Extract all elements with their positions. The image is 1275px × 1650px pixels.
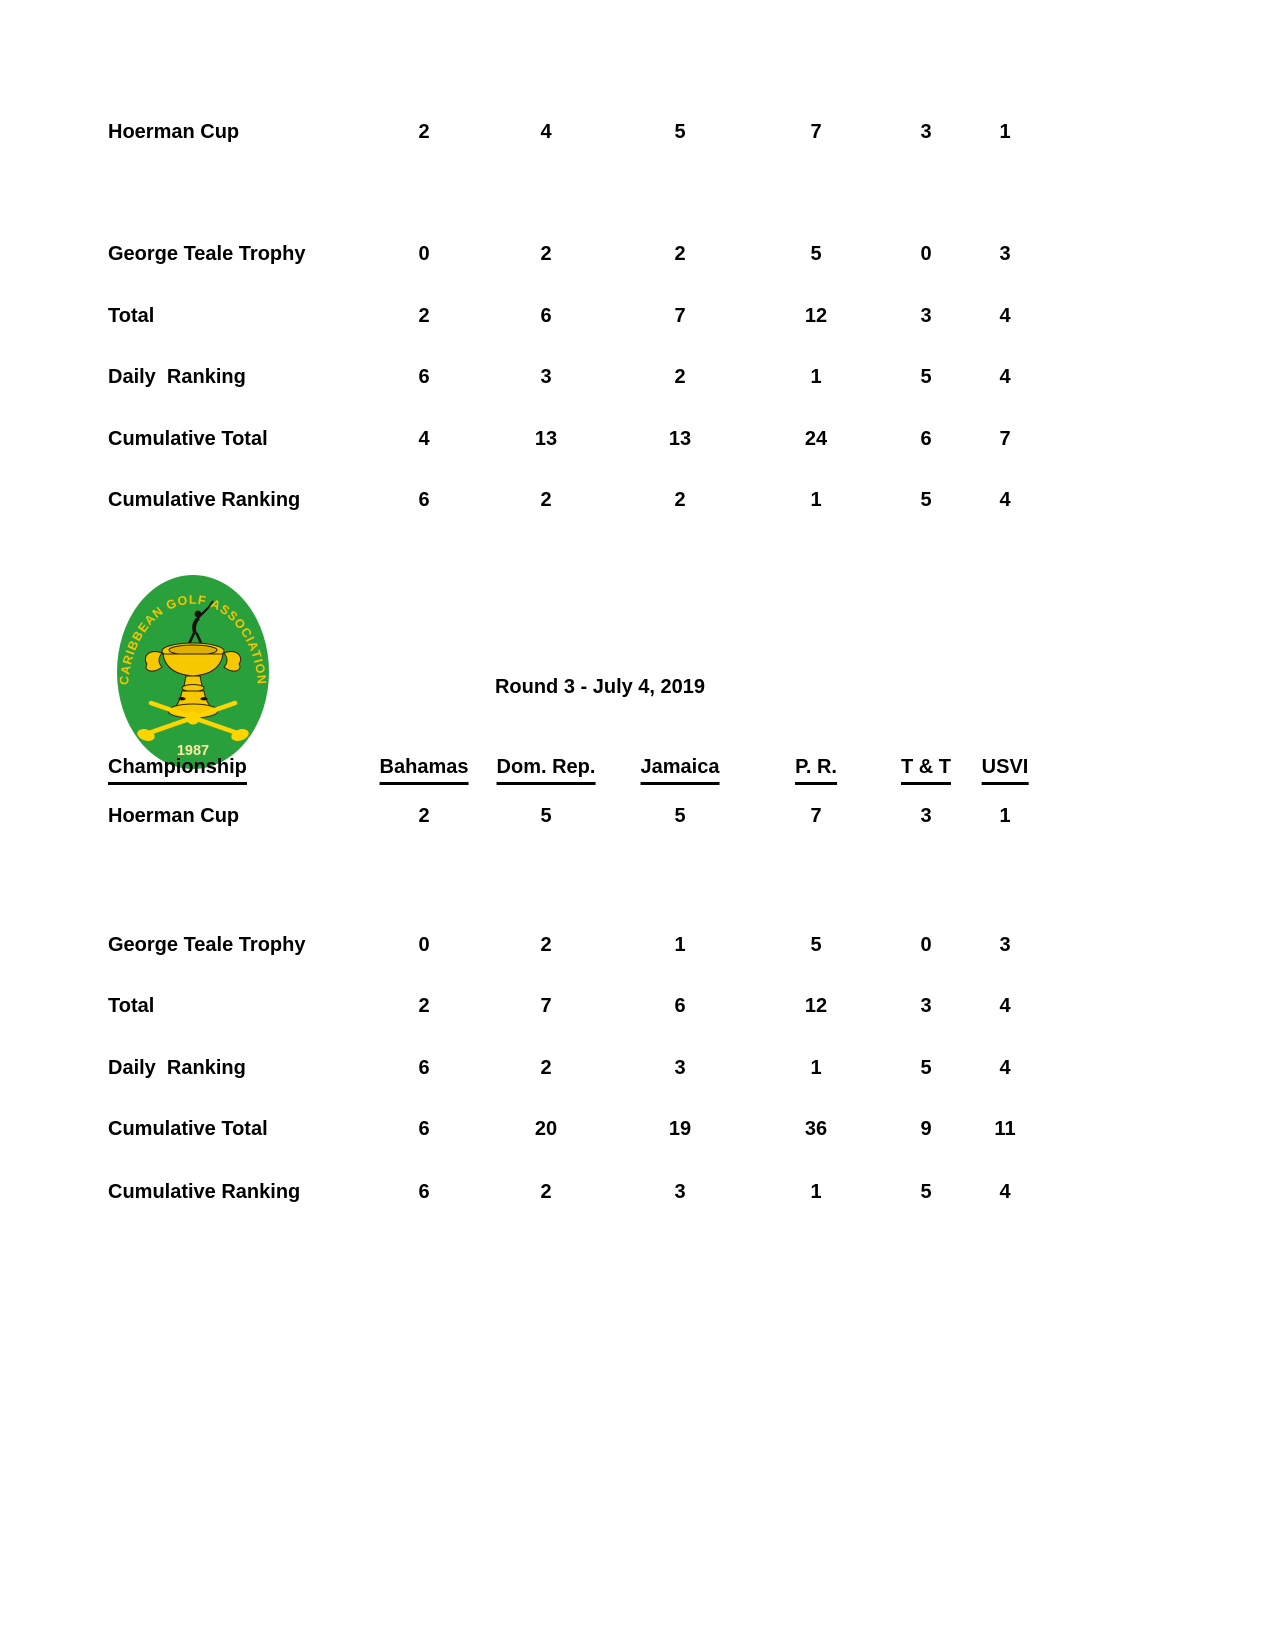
row-label: George Teale Trophy	[108, 243, 306, 265]
score-cell: 6	[920, 428, 932, 450]
score-cell: 5	[674, 805, 686, 827]
table-row	[0, 1053, 1275, 1083]
score-cell: 4	[999, 995, 1011, 1017]
score-cell: 2	[540, 1057, 552, 1079]
table-row	[0, 801, 1275, 831]
row-label: Cumulative Ranking	[108, 1181, 301, 1203]
row-label: Cumulative Total	[108, 1118, 268, 1140]
score-cell: 2	[674, 243, 686, 265]
row-label: Total	[108, 305, 155, 327]
column-header-bahamas: Bahamas	[380, 753, 469, 785]
score-cell: 1	[810, 1181, 822, 1203]
score-cell: 2	[418, 995, 430, 1017]
score-cell: 3	[920, 995, 932, 1017]
score-cell: 3	[674, 1181, 686, 1203]
score-cell: 4	[999, 1181, 1011, 1203]
round-title: Round 3 - July 4, 2019	[494, 676, 706, 698]
score-cell: 9	[920, 1118, 932, 1140]
score-cell: 24	[804, 428, 828, 450]
score-cell: 1	[674, 934, 686, 956]
score-cell: 5	[810, 243, 822, 265]
score-cell: 13	[534, 428, 558, 450]
table-row	[0, 117, 1275, 147]
score-cell: 6	[418, 1181, 430, 1203]
score-cell: 1	[999, 121, 1011, 143]
score-cell: 11	[994, 1118, 1016, 1140]
score-cell: 4	[999, 489, 1011, 511]
score-cell: 6	[418, 366, 430, 388]
score-cell: 4	[999, 1057, 1011, 1079]
score-cell: 5	[810, 934, 822, 956]
table-row	[0, 1177, 1275, 1207]
score-cell: 1	[810, 1057, 822, 1079]
column-header-jamaica: Jamaica	[641, 753, 720, 785]
score-cell: 2	[540, 243, 552, 265]
score-cell: 36	[804, 1118, 828, 1140]
score-cell: 4	[999, 305, 1011, 327]
score-cell: 3	[999, 934, 1011, 956]
score-cell: 20	[534, 1118, 558, 1140]
score-cell: 2	[418, 805, 430, 827]
score-cell: 0	[418, 934, 430, 956]
score-cell: 3	[920, 805, 932, 827]
score-cell: 12	[804, 305, 828, 327]
score-cell: 7	[540, 995, 552, 1017]
score-cell: 0	[920, 934, 932, 956]
column-header-dom-rep: Dom. Rep.	[497, 753, 596, 785]
score-cell: 5	[920, 366, 932, 388]
table-row	[0, 991, 1275, 1021]
score-cell: 5	[920, 489, 932, 511]
score-cell: 7	[674, 305, 686, 327]
score-cell: 5	[674, 121, 686, 143]
score-cell: 5	[920, 1057, 932, 1079]
score-cell: 7	[999, 428, 1011, 450]
score-cell: 2	[540, 489, 552, 511]
table-row	[0, 362, 1275, 392]
score-cell: 13	[668, 428, 692, 450]
score-cell: 3	[920, 305, 932, 327]
score-cell: 7	[810, 121, 822, 143]
score-cell: 6	[540, 305, 552, 327]
score-cell: 3	[999, 243, 1011, 265]
table-row	[0, 930, 1275, 960]
score-cell: 4	[540, 121, 552, 143]
score-cell: 0	[418, 243, 430, 265]
table-header-row	[0, 753, 1275, 787]
score-cell: 5	[540, 805, 552, 827]
table-row	[0, 239, 1275, 269]
score-cell: 2	[540, 934, 552, 956]
row-label: Cumulative Ranking	[108, 489, 301, 511]
score-cell: 6	[418, 489, 430, 511]
row-label: Cumulative Total	[108, 428, 268, 450]
score-cell: 2	[418, 121, 430, 143]
score-cell: 2	[540, 1181, 552, 1203]
table-row	[0, 485, 1275, 515]
table-row	[0, 301, 1275, 331]
score-cell: 4	[418, 428, 430, 450]
score-cell: 7	[810, 805, 822, 827]
row-label: George Teale Trophy	[108, 934, 306, 956]
cga-logo-icon	[116, 573, 270, 771]
score-cell: 2	[418, 305, 430, 327]
score-cell: 3	[920, 121, 932, 143]
logo-arc-text: CARIBBEAN GOLF ASSOCIATION	[117, 592, 269, 686]
logo-year: 1987	[176, 743, 210, 759]
row-label: Hoerman Cup	[108, 121, 240, 143]
score-cell: 6	[674, 995, 686, 1017]
column-header-usvi: USVI	[982, 753, 1029, 785]
row-label: Total	[108, 995, 155, 1017]
championship-column-header: Championship	[108, 753, 247, 785]
score-cell: 2	[674, 366, 686, 388]
table-row	[0, 424, 1275, 454]
row-label: Daily Ranking	[108, 366, 246, 388]
score-cell: 3	[540, 366, 552, 388]
score-cell: 6	[418, 1057, 430, 1079]
score-cell: 1	[810, 489, 822, 511]
column-header-t-t: T & T	[901, 753, 951, 785]
score-cell: 6	[418, 1118, 430, 1140]
score-cell: 19	[668, 1118, 692, 1140]
score-cell: 3	[674, 1057, 686, 1079]
score-cell: 0	[920, 243, 932, 265]
score-cell: 12	[804, 995, 828, 1017]
score-cell: 4	[999, 366, 1011, 388]
table-row	[0, 1114, 1275, 1144]
row-label: Hoerman Cup	[108, 805, 240, 827]
caribbean-golf-association-logo	[116, 573, 270, 771]
column-header-p-r: P. R.	[795, 753, 837, 785]
score-cell: 5	[920, 1181, 932, 1203]
score-cell: 1	[999, 805, 1011, 827]
score-cell: 1	[810, 366, 822, 388]
score-cell: 2	[674, 489, 686, 511]
row-label: Daily Ranking	[108, 1057, 246, 1079]
